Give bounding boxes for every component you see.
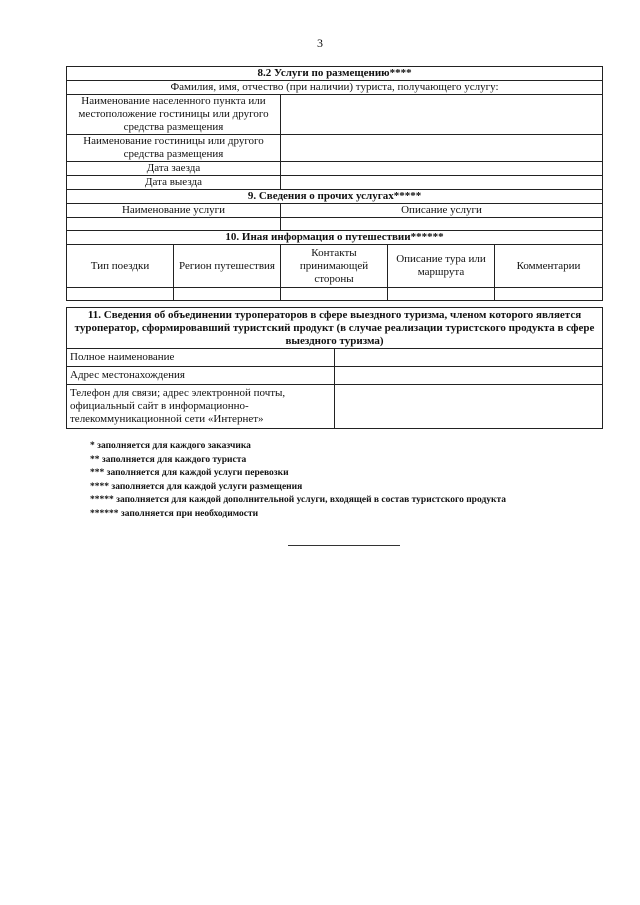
service-name-header: Наименование услуги — [67, 204, 281, 218]
footnote: ** заполняется для каждого туриста — [90, 454, 247, 465]
footnote: ****** заполняется при необходимости — [90, 508, 259, 519]
tour-description-field[interactable] — [388, 288, 495, 301]
full-name-field[interactable] — [335, 349, 603, 367]
hotel-name-label: Наименование гостиницы или другого средства размещения — [67, 135, 281, 162]
host-contacts-field[interactable] — [281, 288, 388, 301]
address-field[interactable] — [335, 367, 603, 385]
full-name-label: Полное наименование — [67, 349, 335, 367]
accommodation-location-label: Наименование населенного пункта или местоположение гостиницы или другого средства размещения — [67, 95, 281, 135]
check-in-date-field[interactable] — [281, 162, 603, 176]
check-in-date-label: Дата заезда — [67, 162, 281, 176]
footnote: *** заполняется для каждой услуги перевозки — [90, 468, 289, 479]
footnotes — [90, 440, 506, 522]
contacts-label: Телефон для связи; адрес электронной почты, официальный сайт в информационно-телекоммуникационной сети «Интернет» — [67, 385, 335, 429]
travel-region-field[interactable] — [174, 288, 281, 301]
page-number: 3 — [317, 36, 323, 50]
tour-description-header: Описание тура или маршрута — [388, 245, 495, 288]
trip-type-header: Тип поездки — [67, 245, 174, 288]
footnote: * заполняется для каждого заказчика — [90, 441, 251, 451]
comments-field[interactable] — [495, 288, 603, 301]
trip-type-field[interactable] — [67, 288, 174, 301]
comments-header: Комментарии — [495, 245, 603, 288]
travel-region-header: Регион путешествия — [174, 245, 281, 288]
check-out-date-field[interactable] — [281, 176, 603, 190]
section-8-2-title: 8.2 Услуги по размещению**** — [67, 67, 603, 81]
section-9-title: 9. Сведения о прочих услугах***** — [67, 190, 603, 204]
hotel-name-field[interactable] — [281, 135, 603, 162]
footnote: ***** заполняется для каждой дополнительной услуги, входящей в состав туристского продукта — [90, 495, 507, 506]
footnote: **** заполняется для каждой услуги размещения — [90, 481, 303, 492]
tourist-name-label: Фамилия, имя, отчество (при наличии) туриста, получающего услугу: — [67, 81, 603, 95]
operators-association-table — [66, 307, 603, 429]
section-10-title: 10. Иная информация о путешествии****** — [67, 231, 603, 245]
accommodation-location-field[interactable] — [281, 95, 603, 135]
address-label: Адрес местонахождения — [67, 367, 335, 385]
service-description-header: Описание услуги — [281, 204, 603, 218]
section-11-title: 11. Сведения об объединении туроператоров в сфере выездного туризма, членом которого является туроператор, сформировавший туристский продукт (в случае реализации туристского продукта в сфере выездного туризма) — [67, 308, 603, 349]
contacts-field[interactable] — [335, 385, 603, 429]
separator-line — [288, 545, 400, 546]
check-out-date-label: Дата выезда — [67, 176, 281, 190]
service-name-field[interactable] — [67, 218, 281, 231]
service-description-field[interactable] — [281, 218, 603, 231]
host-contacts-header: Контакты принимающей стороны — [281, 245, 388, 288]
services-table-upper — [66, 66, 603, 301]
